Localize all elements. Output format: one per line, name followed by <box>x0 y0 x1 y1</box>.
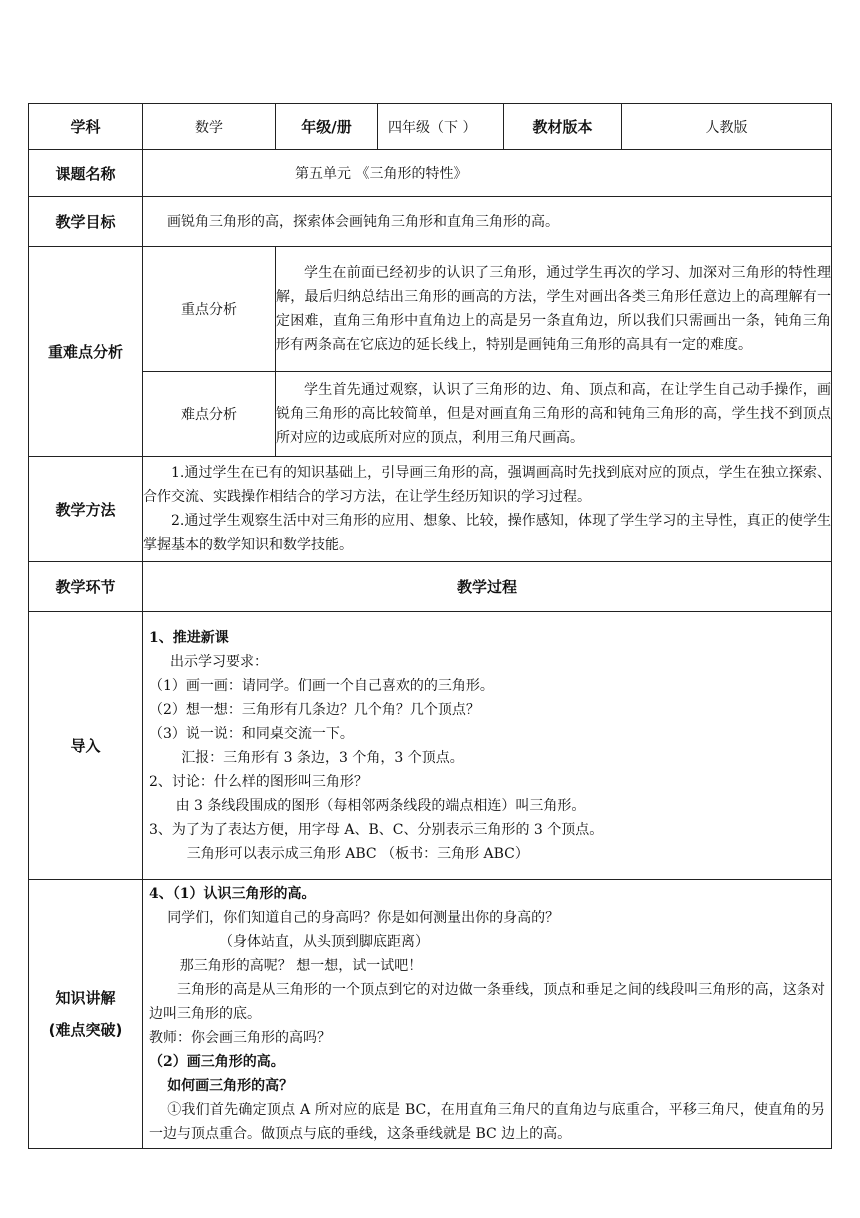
edition-value: 人教版 <box>622 104 832 150</box>
process-header-row <box>29 562 832 612</box>
process-stage-label: 教学环节 <box>29 562 143 612</box>
process-title: 教学过程 <box>143 562 832 612</box>
key-analysis-row <box>29 247 832 372</box>
knowledge-line-3: （身体站直，从头顶到脚底距离） <box>219 934 429 950</box>
method-paragraph-2: 2.通过学生观察生活中对三角形的应用、想象、比较，操作感知，体现了学生学习的主导性，真正的使学生掌握基本的数学知识和数学技能。 <box>143 513 831 553</box>
analysis-label: 重难点分析 <box>29 247 143 457</box>
knowledge-label: 知识讲解 <box>55 989 116 1007</box>
knowledge-content <box>143 880 832 1149</box>
subject-value: 数学 <box>143 104 276 150</box>
knowledge-line-5: 三角形的高是从三角形的一个顶点到它的对边做一条垂线，顶点和垂足之间的线段叫三角形的高，这条对边叫三角形的底。 <box>149 982 825 1022</box>
subject-label: 学科 <box>29 104 143 150</box>
edition-label: 教材版本 <box>504 104 622 150</box>
knowledge-sublabel: (难点突破) <box>48 1021 123 1039</box>
intro-line-6: 汇报：三角形有 3 条边，3 个角，3 个顶点。 <box>181 749 464 766</box>
intro-line-8: 由 3 条线段围成的图形（每相邻两条线段的端点相连）叫三角形。 <box>175 797 586 814</box>
grade-value: 四年级（下 ） <box>378 104 504 150</box>
grade-label: 年级/册 <box>276 104 378 150</box>
title-row <box>29 150 832 197</box>
difficulty-analysis-text: 学生首先通过观察，认识了三角形的边、角、顶点和高，在让学生自己动手操作，画锐角三角形的高比较简单，但是对画直角三角形的高和钝角三角形的高，学生找不到顶点所对应的边或底所对应的顶点，利用三角尺画高。 <box>276 372 832 457</box>
lesson-title: 第五单元 《三角形的特性》 <box>143 150 832 197</box>
knowledge-line-8: 如何画三角形的高？ <box>167 1078 294 1094</box>
goal-row <box>29 197 832 247</box>
method-text <box>143 457 832 562</box>
difficulty-analysis-row <box>29 372 832 457</box>
intro-label: 导入 <box>29 612 143 880</box>
goal-label: 教学目标 <box>29 197 143 247</box>
key-analysis-label: 重点分析 <box>143 247 276 372</box>
knowledge-line-4: 那三角形的高呢？ 想一想，试一试吧！ <box>179 958 423 974</box>
intro-line-5: （3）说一说：和同桌交流一下。 <box>149 725 354 742</box>
intro-line-4: （2）想一想：三角形有几条边？几个角？几个顶点？ <box>149 701 480 718</box>
difficulty-analysis-label: 难点分析 <box>143 372 276 457</box>
knowledge-line-2: 同学们，你们知道自己的身高吗？你是如何测量出你的身高的？ <box>167 910 560 926</box>
intro-content <box>143 612 832 880</box>
intro-line-3: （1）画一画：请同学。们画一个自己喜欢的的三角形。 <box>149 677 494 694</box>
knowledge-row <box>29 880 832 1149</box>
intro-line-9: 3、为了为了表达方便，用字母 A、B、C、分别表示三角形的 3 个顶点。 <box>149 821 604 838</box>
knowledge-line-7: （2）画三角形的高。 <box>149 1054 285 1070</box>
title-label: 课题名称 <box>29 150 143 197</box>
lesson-plan-table <box>28 103 832 1149</box>
intro-line-1: 1、推进新课 <box>149 629 229 646</box>
knowledge-line-6: 教师：你会画三角形的高吗？ <box>149 1030 331 1046</box>
method-label: 教学方法 <box>29 457 143 562</box>
method-paragraph-1: 1.通过学生在已有的知识基础上，引导画三角形的高，强调画高时先找到底对应的顶点，学生在独立探索、合作交流、实践操作相结合的学习方法，在让学生经历知识的学习过程。 <box>143 465 831 505</box>
knowledge-line-9: ①我们首先确定顶点 A 所对应的底是 BC，在用直角三角尺的直角边与底重合，平移三角尺，使直角的另一边与顶点重合。做顶点与底的垂线，这条垂线就是 BC 边上的高。 <box>149 1102 825 1142</box>
intro-line-2: 出示学习要求： <box>170 653 268 670</box>
knowledge-line-1: 4、（1）认识三角形的高。 <box>149 886 316 902</box>
info-row <box>29 104 832 150</box>
knowledge-label-cell <box>29 880 143 1149</box>
goal-text: 画锐角三角形的高，探索体会画钝角三角形和直角三角形的高。 <box>143 197 832 247</box>
method-row <box>29 457 832 562</box>
intro-row <box>29 612 832 880</box>
key-analysis-text: 学生在前面已经初步的认识了三角形，通过学生再次的学习、加深对三角形的特性理解，最后归纳总结出三角形的画高的方法，学生对画出各类三角形任意边上的高理解有一定困难，直角三角形中直角边上的高是另一条直角边，所以我们只需画出一条，钝角三角形有两条高在它底边的延长线上，特别是画钝角三角形的高具有一定的难度。 <box>276 247 832 372</box>
intro-line-10: 三角形可以表示成三角形 ABC （板书：三角形 ABC） <box>186 845 529 862</box>
intro-line-7: 2、讨论：什么样的图形叫三角形？ <box>149 773 368 790</box>
